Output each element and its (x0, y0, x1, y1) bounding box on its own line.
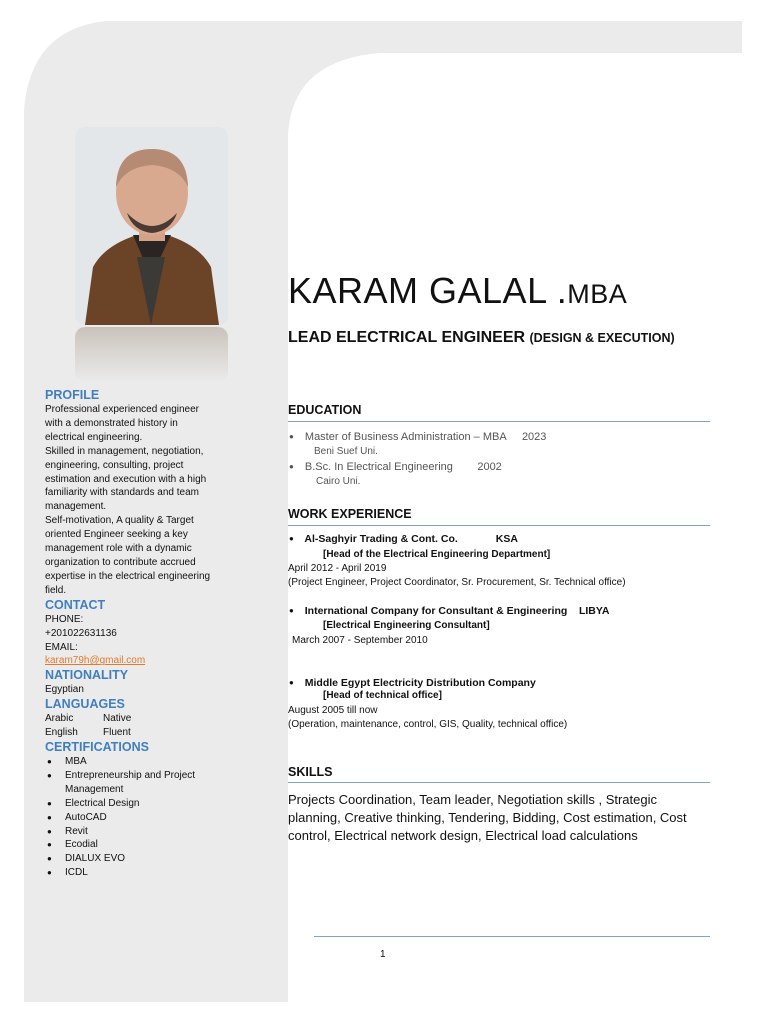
job-company (289, 533, 518, 545)
degree-year: 2023 (521, 431, 547, 443)
profile-line: Professional experienced engineer (45, 404, 199, 415)
nationality-heading: NATIONALITY (45, 668, 129, 683)
person-portrait (75, 127, 228, 325)
language-level: Native (103, 713, 132, 725)
certification-item: ● MBA (45, 755, 257, 769)
languages-heading: LANGUAGES (45, 697, 125, 712)
phone-label: PHONE: (45, 613, 84, 625)
school-name: Beni Suef Uni. (314, 446, 378, 457)
sidebar (45, 388, 257, 880)
job-role: [Electrical Engineering Consultant] (323, 620, 490, 631)
language-name: Arabic (45, 713, 74, 725)
name-text: KARAM GALAL . (288, 270, 568, 311)
profile-line: expertise in the electrical engineering (45, 570, 211, 582)
company-name: International Company for Consultant & Engineering (304, 605, 568, 617)
education-item (289, 431, 546, 443)
skills-heading: SKILLS (288, 765, 333, 779)
profile-line: Skilled in management, negotiation, (45, 445, 204, 457)
profile-heading: PROFILE (45, 388, 100, 402)
job-title (288, 329, 675, 347)
profile-text (45, 403, 257, 598)
email-link[interactable]: karam79h@gmail.com (45, 655, 146, 667)
profile-line: management role with a dynamic (45, 543, 192, 555)
job-title-sub: (DESIGN & EXECUTION) (529, 331, 675, 345)
education-heading: EDUCATION (288, 403, 362, 417)
job-details: (Operation, maintenance, control, GIS, Quality, technical office) (288, 719, 568, 730)
certifications-heading: CERTIFICATIONS (45, 740, 149, 755)
job-dates: March 2007 - September 2010 (292, 635, 428, 646)
company-country: KSA (495, 533, 518, 545)
degree-year: 2002 (477, 461, 502, 473)
job-details: (Project Engineer, Project Coordinator, Sr. Procurement, Sr. Technical office) (288, 577, 626, 588)
school-name: Cairo Uni. (316, 476, 361, 487)
language-level: Fluent (103, 727, 131, 739)
candidate-name (288, 270, 627, 312)
company-country: LIBYA (578, 605, 610, 617)
profile-line: familiarity with standards and team (45, 487, 199, 499)
name-credential: MBA (567, 279, 628, 309)
degree-name: Master of Business Administration – MBA (304, 431, 507, 443)
job-dates: August 2005 till now (288, 705, 378, 716)
section-divider (288, 525, 710, 526)
certification-item: ● Electrical Design (45, 797, 257, 811)
profile-line: Self-motivation, A quality & Target (45, 515, 194, 527)
profile-line: oriented Engineer seeking a key (45, 529, 188, 541)
job-dates: April 2012 - April 2019 (288, 563, 387, 574)
contact-heading: CONTACT (45, 597, 106, 612)
company-name: Middle Egypt Electricity Distribution Company (304, 677, 536, 689)
language-name: English (45, 727, 78, 739)
profile-line: estimation and execution with a high (45, 473, 207, 485)
certification-item: ● AutoCAD (45, 811, 257, 825)
section-divider (288, 782, 710, 783)
certification-item: ● ICDL (45, 866, 257, 880)
profile-line: with a demonstrated history in (45, 417, 178, 429)
phone-number: +201022631136 (45, 627, 117, 639)
skills-text: Projects Coordination, Team leader, Negotiation skills , Strategic planning, Creative thinking, Tendering, Bidding, Cost estimation, Cost control, Electrical network design, Electrical load calculations (288, 792, 687, 843)
company-name: Al-Saghyir Trading & Cont. Co. (304, 533, 458, 545)
job-title-text: LEAD ELECTRICAL ENGINEER (288, 329, 530, 346)
certification-item-continued: Management (65, 783, 124, 795)
footer-divider (314, 936, 710, 937)
job-company (289, 677, 536, 689)
profile-line: organization to contribute accrued (45, 556, 196, 568)
profile-line: management. (45, 501, 107, 513)
profile-photo (75, 127, 228, 325)
photo-reflection (75, 327, 228, 382)
page-number: 1 (380, 949, 386, 960)
language-row (45, 712, 257, 726)
profile-line: field. (45, 584, 67, 596)
certification-item: ● Entrepreneurship and Project (45, 769, 257, 783)
certification-item: ● DIALUX EVO (45, 852, 257, 866)
education-item (289, 461, 502, 473)
email-label: EMAIL: (45, 641, 78, 653)
work-experience-heading: WORK EXPERIENCE (288, 507, 412, 521)
profile-line: engineering, consulting, project (45, 459, 184, 471)
job-role: [Head of the Electrical Engineering Department] (323, 549, 551, 560)
nationality-value: Egyptian (45, 684, 84, 696)
profile-line: electrical engineering. (45, 431, 143, 443)
certification-item: ● Revit (45, 825, 257, 839)
section-divider (288, 421, 710, 422)
job-role: [Head of technical office] (323, 690, 442, 701)
job-company (289, 605, 610, 617)
certifications-list (45, 755, 257, 880)
degree-name: B.Sc. In Electrical Engineering (304, 461, 453, 473)
certification-item: ● Ecodial (45, 838, 257, 852)
language-row (45, 726, 257, 740)
